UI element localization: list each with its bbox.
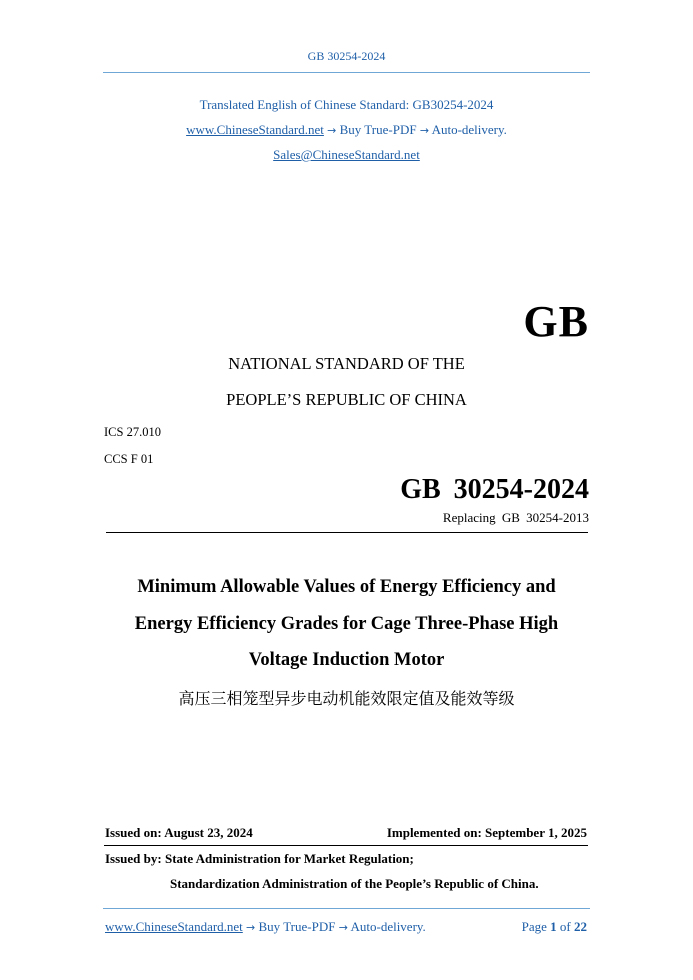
email-line bbox=[0, 147, 693, 163]
ccs-code: CCS F 01 bbox=[104, 452, 154, 466]
footer-buy-pdf-text: Buy True-PDF bbox=[258, 919, 336, 934]
gb-mark: GB bbox=[523, 297, 589, 346]
translation-notice: Translated English of Chinese Standard: GB30254-2024 bbox=[199, 97, 494, 112]
document-title-line2: Energy Efficiency Grades for Cage Three-Phase High bbox=[134, 614, 559, 634]
page-number: 1 bbox=[550, 919, 557, 934]
page-total: 22 bbox=[574, 919, 587, 934]
implemented-on-date: Implemented on: September 1, 2025 bbox=[386, 825, 587, 840]
arrow-right-icon: → bbox=[246, 921, 256, 934]
arrow-right-icon: → bbox=[327, 124, 337, 137]
auto-delivery-text: Auto-delivery. bbox=[431, 122, 507, 137]
issued-by-line2: Standardization Administration of the People’s Republic of China. bbox=[170, 876, 539, 891]
site-link[interactable]: www.ChineseStandard.net bbox=[186, 122, 324, 137]
running-header: GB 30254-2024 bbox=[307, 49, 386, 63]
arrow-right-icon: → bbox=[338, 921, 348, 934]
footer-auto-delivery-text: Auto-delivery. bbox=[350, 919, 426, 934]
of-label: of bbox=[559, 919, 571, 934]
ics-code: ICS 27.010 bbox=[104, 425, 161, 439]
issued-by-line1: Issued by: State Administration for Market Regulation; bbox=[105, 851, 414, 866]
footer-divider bbox=[103, 908, 590, 909]
purchase-line bbox=[0, 122, 693, 138]
replacing-note: Replacing GB 30254-2013 bbox=[442, 510, 589, 525]
national-standard-line2: PEOPLE’S REPUBLIC OF CHINA bbox=[226, 390, 467, 409]
document-title-line3: Voltage Induction Motor bbox=[248, 650, 445, 670]
chinese-title: 高压三相笼型异步电动机能效限定值及能效等级 bbox=[178, 689, 515, 708]
page-label: Page bbox=[521, 919, 547, 934]
cover-divider bbox=[106, 532, 588, 533]
issue-divider bbox=[104, 845, 588, 846]
footer-site-link[interactable]: www.ChineseStandard.net bbox=[105, 919, 243, 934]
buy-pdf-text: Buy True-PDF bbox=[339, 122, 417, 137]
email-link[interactable]: Sales@ChineseStandard.net bbox=[273, 147, 420, 162]
header-divider bbox=[103, 72, 590, 73]
arrow-right-icon: → bbox=[419, 124, 430, 137]
document-title-line1: Minimum Allowable Values of Energy Efficiency and bbox=[137, 577, 556, 597]
page-indicator bbox=[522, 919, 587, 935]
issued-on-date: Issued on: August 23, 2024 bbox=[105, 825, 253, 840]
national-standard-line1: NATIONAL STANDARD OF THE bbox=[228, 354, 465, 373]
standard-number: GB 30254-2024 bbox=[400, 474, 589, 505]
footer-purchase-line bbox=[105, 919, 426, 935]
